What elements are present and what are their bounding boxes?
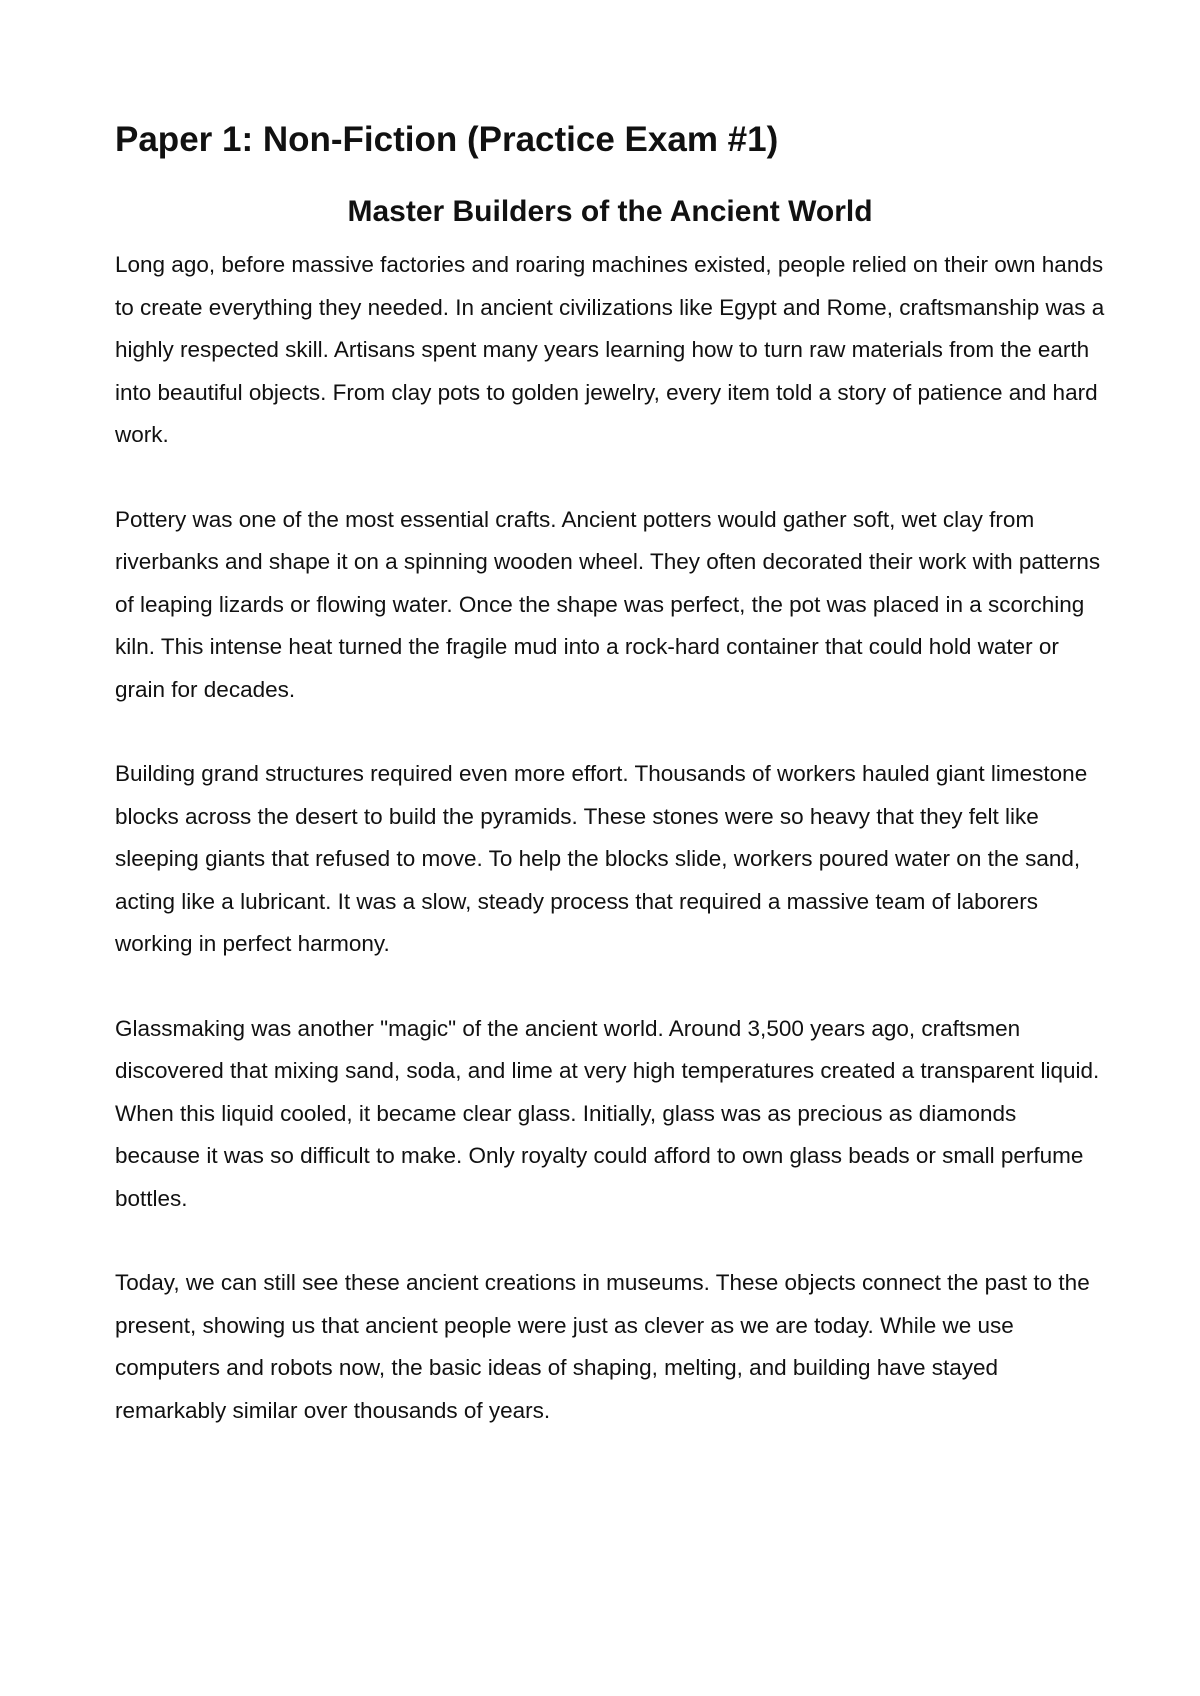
paragraph-4: Glassmaking was another "magic" of the ancient world. Around 3,500 years ago, craftsmen discovered that mixing sand, soda, and lime at very high temperatures created a transparent liquid. When this liquid cooled, it became clear glass. Initially, glass was as precious as diamonds because it was so difficult to make. Only royalty could afford to own glass beads or small perfume bottles. bbox=[115, 1015, 1100, 1211]
article-title: Master Builders of the Ancient World bbox=[347, 195, 873, 228]
paragraph-1: Long ago, before massive factories and roaring machines existed, people relied on their own hands to create everything they needed. In ancient civilizations like Egypt and Rome, craftsmanship was a highly respected skill. Artisans spent many years learning how to turn raw materials from the earth into beautiful objects. From clay pots to golden jewelry, every item told a story of patience and hard work. bbox=[115, 252, 1105, 447]
page-title: Paper 1: Non-Fiction (Practice Exam #1) bbox=[115, 120, 779, 159]
document-content bbox=[115, 118, 1105, 1432]
paragraph-2: Pottery was one of the most essential crafts. Ancient potters would gather soft, wet clay from riverbanks and shape it on a spinning wooden wheel. They often decorated their work with patterns of leaping lizards or flowing water. Once the shape was perfect, the pot was placed in a scorching kiln. This intense heat turned the fragile mud into a rock-hard container that could hold water or grain for decades. bbox=[115, 506, 1101, 702]
paragraph-3: Building grand structures required even more effort. Thousands of workers hauled giant limestone blocks across the desert to build the pyramids. These stones were so heavy that they felt like sleeping giants that refused to move. To help the blocks slide, workers poured water on the sand, acting like a lubricant. It was a slow, steady process that required a massive team of laborers working in perfect harmony. bbox=[115, 761, 1088, 956]
paragraph-5: Today, we can still see these ancient creations in museums. These objects connect the past to the present, showing us that ancient people were just as clever as we are today. While we use computers and robots now, the basic ideas of shaping, melting, and building have stayed remarkably similar over thousands of years. bbox=[115, 1270, 1090, 1423]
